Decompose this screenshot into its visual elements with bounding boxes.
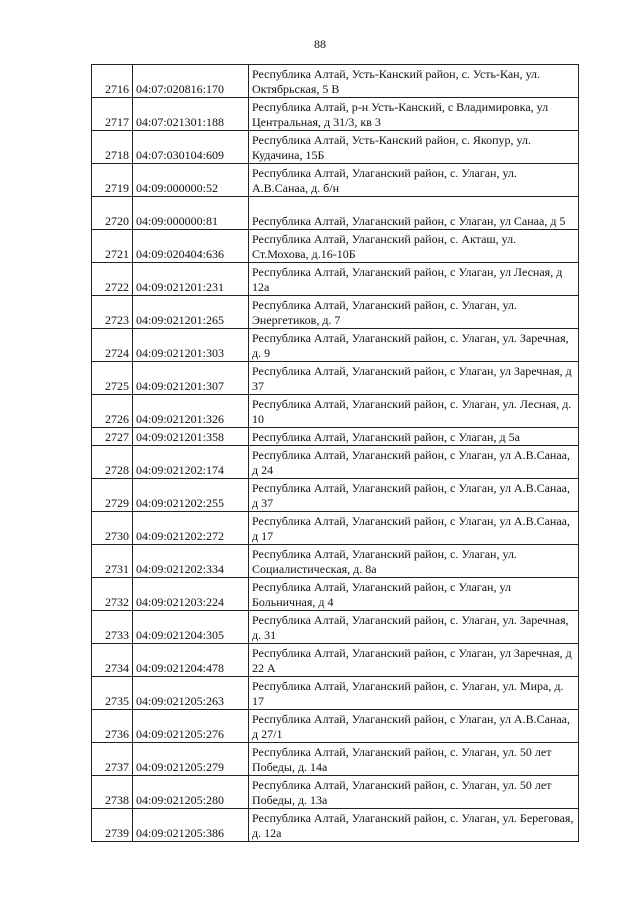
- cadastral-number: 04:07:030104:609: [133, 131, 249, 164]
- cadastral-number: 04:09:021205:279: [133, 743, 249, 776]
- table-row: [92, 329, 579, 362]
- property-address: Республика Алтай, Улаганский район, с. Улаган, ул. Мира, д. 17: [249, 677, 579, 710]
- table-row: [92, 545, 579, 578]
- row-number: 2725: [92, 362, 133, 395]
- cadastral-number: 04:09:021201:265: [133, 296, 249, 329]
- row-number: 2736: [92, 710, 133, 743]
- row-number: 2730: [92, 512, 133, 545]
- cadastral-number: 04:09:021203:224: [133, 578, 249, 611]
- row-number: 2734: [92, 644, 133, 677]
- table-row: [92, 611, 579, 644]
- property-address: Республика Алтай, Улаганский район, с Улаган, ул А.В.Санаа, д 24: [249, 446, 579, 479]
- cadastral-number: 04:09:021204:305: [133, 611, 249, 644]
- row-number: 2722: [92, 263, 133, 296]
- property-address: Республика Алтай, Улаганский район, с Улаган, ул Заречная, д 22 А: [249, 644, 579, 677]
- cadastral-number: 04:09:021205:263: [133, 677, 249, 710]
- cadastral-number: 04:07:020816:170: [133, 65, 249, 98]
- property-address: Республика Алтай, Улаганский район, с. Улаган, ул. Заречная, д. 9: [249, 329, 579, 362]
- table-row: [92, 644, 579, 677]
- table-row: [92, 743, 579, 776]
- table-row: [92, 131, 579, 164]
- table-row: [92, 98, 579, 131]
- page-number: 88: [314, 37, 326, 51]
- row-number: 2737: [92, 743, 133, 776]
- table-row: [92, 230, 579, 263]
- cadastral-number: 04:09:021201:303: [133, 329, 249, 362]
- property-address: Республика Алтай, Улаганский район, с. Улаган, ул. Лесная, д. 10: [249, 395, 579, 428]
- cadastral-number: 04:09:021202:174: [133, 446, 249, 479]
- cadastral-number: 04:09:021202:334: [133, 545, 249, 578]
- row-number: 2728: [92, 446, 133, 479]
- cadastral-number: 04:09:021201:231: [133, 263, 249, 296]
- table-row: [92, 395, 579, 428]
- table-row: [92, 164, 579, 197]
- table-row: [92, 578, 579, 611]
- property-address: Республика Алтай, Улаганский район, с Улаган, ул Лесная, д 12а: [249, 263, 579, 296]
- property-address: Республика Алтай, Улаганский район, с Улаган, ул Заречная, д 37: [249, 362, 579, 395]
- property-address: Республика Алтай, Улаганский район, с. Улаган, ул. Социалистическая, д. 8а: [249, 545, 579, 578]
- row-number: 2729: [92, 479, 133, 512]
- table-row: [92, 776, 579, 809]
- cadastral-number: 04:09:000000:81: [133, 197, 249, 230]
- property-address: Республика Алтай, Улаганский район, с. Улаган, ул. А.В.Санаа, д. б/н: [249, 164, 579, 197]
- table-row: [92, 677, 579, 710]
- row-number: 2738: [92, 776, 133, 809]
- table-row: [92, 362, 579, 395]
- cadastral-number: 04:09:021202:272: [133, 512, 249, 545]
- table-row: [92, 428, 579, 446]
- property-address: Республика Алтай, Улаганский район, с. Улаган, ул. Береговая, д. 12а: [249, 809, 579, 842]
- property-address: Республика Алтай, Улаганский район, с. Улаган, ул. 50 лет Победы, д. 13а: [249, 776, 579, 809]
- property-address: Республика Алтай, Усть-Канский район, с. Якопур, ул. Кудачина, 15Б: [249, 131, 579, 164]
- table-row: [92, 710, 579, 743]
- cadastral-number: 04:09:021205:386: [133, 809, 249, 842]
- table-row: [92, 197, 579, 230]
- row-number: 2716: [92, 65, 133, 98]
- property-address: Республика Алтай, Улаганский район, с Улаган, ул А.В.Санаа, д 27/1: [249, 710, 579, 743]
- row-number: 2717: [92, 98, 133, 131]
- row-number: 2720: [92, 197, 133, 230]
- property-address: Республика Алтай, Улаганский район, с Улаган, ул Санаа, д 5: [249, 197, 579, 230]
- row-number: 2719: [92, 164, 133, 197]
- row-number: 2733: [92, 611, 133, 644]
- property-address: Республика Алтай, Улаганский район, с Улаган, д 5а: [249, 428, 579, 446]
- row-number: 2739: [92, 809, 133, 842]
- cadastral-number: 04:07:021301:188: [133, 98, 249, 131]
- property-registry-table: [91, 64, 579, 842]
- table-row: [92, 65, 579, 98]
- table-row: [92, 479, 579, 512]
- cadastral-number: 04:09:021205:276: [133, 710, 249, 743]
- row-number: 2718: [92, 131, 133, 164]
- table-row: [92, 512, 579, 545]
- row-number: 2735: [92, 677, 133, 710]
- property-address: Республика Алтай, Улаганский район, с. Улаган, ул. Заречная, д. 31: [249, 611, 579, 644]
- table-body: [92, 65, 579, 842]
- row-number: 2732: [92, 578, 133, 611]
- cadastral-number: 04:09:021202:255: [133, 479, 249, 512]
- property-address: Республика Алтай, Улаганский район, с Улаган, ул Больничная, д 4: [249, 578, 579, 611]
- cadastral-number: 04:09:020404:636: [133, 230, 249, 263]
- row-number: 2721: [92, 230, 133, 263]
- row-number: 2727: [92, 428, 133, 446]
- property-address: Республика Алтай, р-н Усть-Канский, с Владимировка, ул Центральная, д 31/3, кв 3: [249, 98, 579, 131]
- property-address: Республика Алтай, Улаганский район, с Улаган, ул А.В.Санаа, д 17: [249, 512, 579, 545]
- cadastral-number: 04:09:021204:478: [133, 644, 249, 677]
- cadastral-number: 04:09:000000:52: [133, 164, 249, 197]
- row-number: 2731: [92, 545, 133, 578]
- row-number: 2723: [92, 296, 133, 329]
- table-row: [92, 446, 579, 479]
- cadastral-number: 04:09:021201:326: [133, 395, 249, 428]
- table-row: [92, 263, 579, 296]
- property-address: Республика Алтай, Улаганский район, с Улаган, ул А.В.Санаа, д 37: [249, 479, 579, 512]
- table-row: [92, 809, 579, 842]
- cadastral-number: 04:09:021201:307: [133, 362, 249, 395]
- row-number: 2726: [92, 395, 133, 428]
- cadastral-number: 04:09:021201:358: [133, 428, 249, 446]
- cadastral-number: 04:09:021205:280: [133, 776, 249, 809]
- property-address: Республика Алтай, Усть-Канский район, с. Усть-Кан, ул. Октябрьская, 5 В: [249, 65, 579, 98]
- property-address: Республика Алтай, Улаганский район, с. Улаган, ул. 50 лет Победы, д. 14а: [249, 743, 579, 776]
- table-row: [92, 296, 579, 329]
- row-number: 2724: [92, 329, 133, 362]
- property-address: Республика Алтай, Улаганский район, с. Акташ, ул. Ст.Мохова, д.16-10Б: [249, 230, 579, 263]
- property-address: Республика Алтай, Улаганский район, с. Улаган, ул. Энергетиков, д. 7: [249, 296, 579, 329]
